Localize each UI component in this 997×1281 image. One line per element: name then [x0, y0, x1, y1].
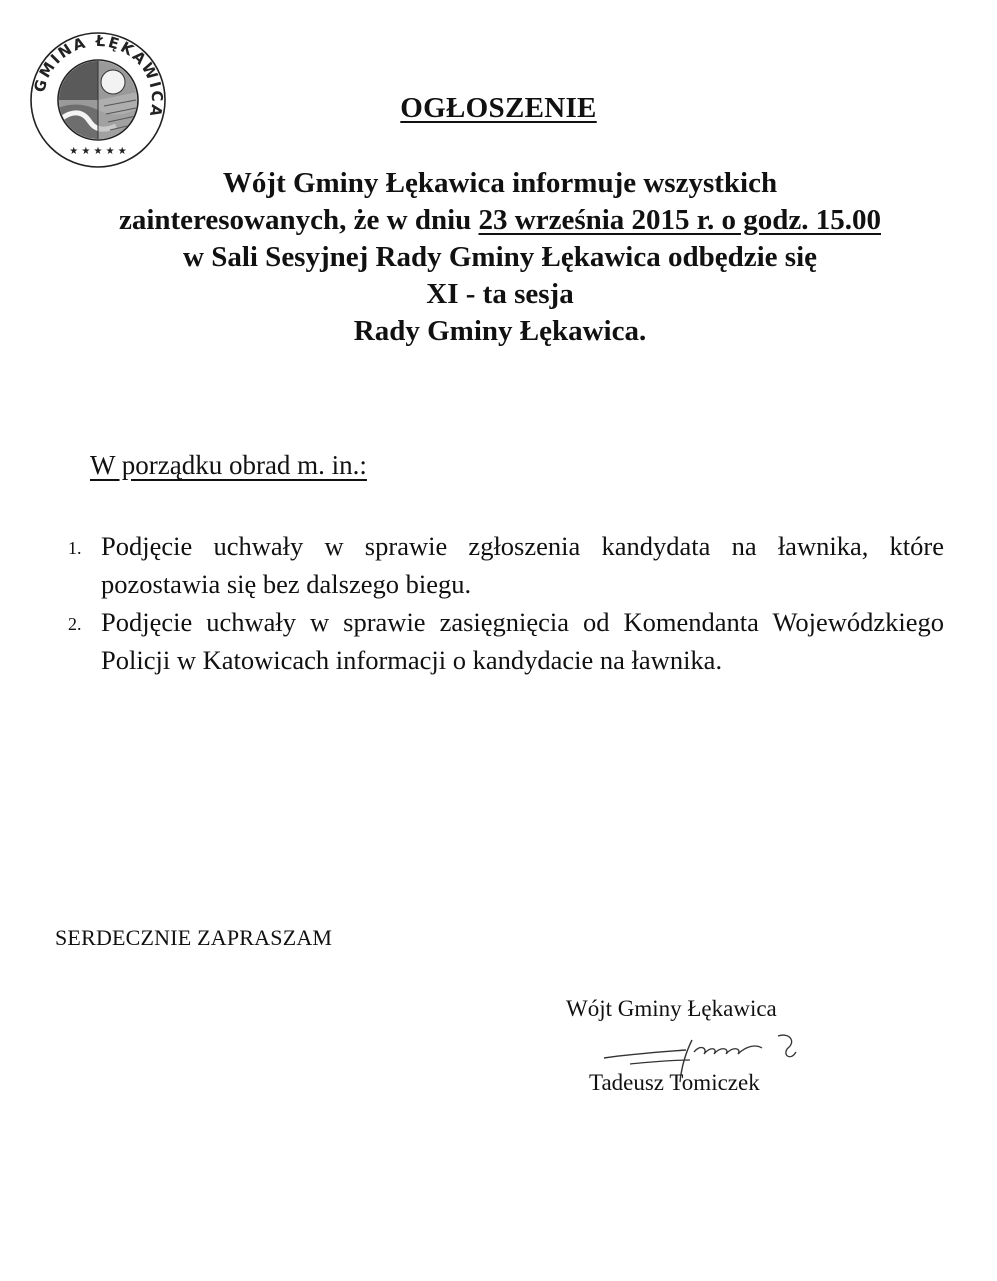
signatory-name: Tadeusz Tomiczek: [589, 1070, 760, 1095]
agenda-item: [62, 603, 944, 679]
agenda-list: [62, 527, 944, 679]
announcement-line-4: XI - ta sesja: [426, 278, 574, 310]
emblem-stars: ★ ★ ★ ★ ★: [69, 146, 127, 157]
agenda-item-number: 1.: [68, 538, 82, 558]
announcement-line-5: Rady Gminy Łękawica.: [353, 315, 647, 347]
session-date: 23 września 2015 r. o godz. 15.00: [478, 204, 882, 236]
closing-invitation: SERDECZNIE ZAPRASZAM: [55, 925, 333, 950]
agenda-item: [62, 527, 944, 603]
agenda-item-number: 2.: [68, 614, 82, 634]
announcement-text: [40, 165, 960, 350]
agenda-heading: W porządku obrad m. in.:: [90, 450, 367, 480]
announcement-line-1: Wójt Gminy Łękawica informuje wszystkich: [222, 167, 778, 199]
agenda-item-text: Podjęcie uchwały w sprawie zasięgnięcia od Komendanta Wojewódzkiego Policji w Katowicach informacji o kandydacie na ławnika.: [101, 607, 944, 675]
document-title: OGŁOSZENIE: [400, 92, 597, 124]
signatory-title: Wójt Gminy Łękawica: [566, 996, 777, 1021]
svg-text:GMINA ŁĘKAWICA: GMINA ŁĘKAWICA: [30, 31, 167, 121]
announcement-line-3: w Sali Sesyjnej Rady Gminy Łękawica odbędzie się: [183, 241, 817, 273]
agenda-item-text: Podjęcie uchwały w sprawie zgłoszenia kandydata na ławnika, które pozostawia się bez dalszego biegu.: [101, 531, 944, 599]
announcement-line-2: zainteresowanych, że w dniu 23 września 2015 r. o godz. 15.00: [118, 204, 882, 236]
